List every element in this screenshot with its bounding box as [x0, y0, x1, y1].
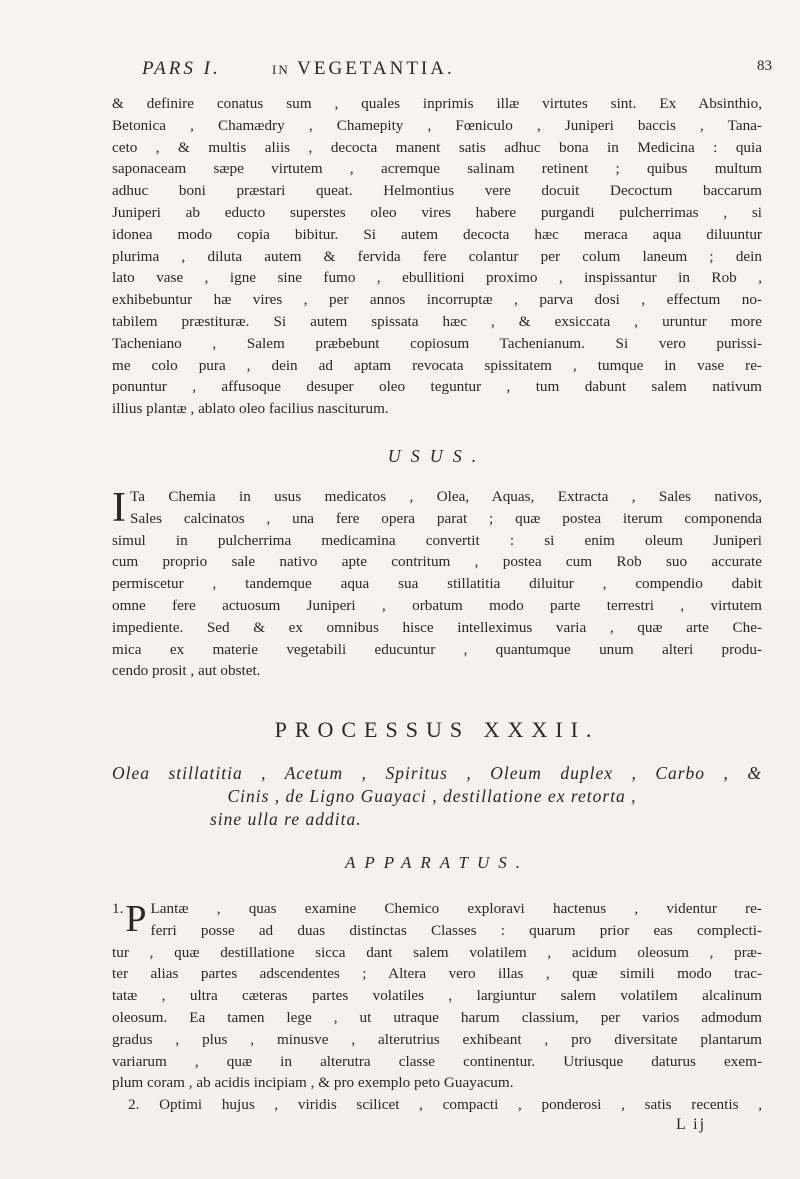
text-line: ferri posse ad duas distinctas Classes : quarum prior eas complecti- [150, 921, 762, 939]
text-line: Tacheniano , Salem præbebunt copiosum Tachenianum. Si vero purissi- [112, 334, 762, 352]
processus-heading: PROCESSUS XXXII. [274, 717, 600, 742]
text-line: 2. Optimi hujus , viridis scilicet , compacti , ponderosi , satis recentis , [128, 1096, 762, 1113]
text-line: ter alias partes adscendentes ; Altera vero illas , quæ simili modo trac- [112, 965, 762, 983]
paragraph-usus [112, 486, 762, 682]
text-line: lato vase , igne sine fumo , ebullitioni proximo , inspissantur in Rob , [112, 269, 762, 287]
running-head-section [272, 58, 455, 80]
paragraph-decocta [112, 93, 762, 420]
text-line: tabilem præstituræ. Si autem spissata hæc , & exsiccata , uruntur more [112, 312, 762, 330]
running-head [112, 58, 772, 82]
subtitle-line: Cinis , de Ligno Guayaci , destillatione ex retorta , [227, 786, 637, 806]
subtitle-line: Olea stillatitia , Acetum , Spiritus , Oleum duplex , Carbo , & [112, 763, 762, 783]
text-line: cum proprio sale nativo apte contritum , postea cum Rob suo accurate [112, 553, 762, 571]
text-line: Ta Chemia in usus medicatos , Olea, Aquas, Extracta , Sales nativos, [130, 488, 762, 505]
text-line: variarum , quæ in alterutra classe continentur. Utriusque daturus exem- [112, 1052, 762, 1070]
text-line: oleosum. Ea tamen lege , ut utraque harum classium, per varios admodum [112, 1008, 762, 1026]
usus-heading: USUS. [387, 446, 487, 466]
drop-capital: P [125, 898, 147, 940]
text-line: illius plantæ , ablato oleo facilius nasciturum. [112, 400, 389, 418]
text-line: plurima , diluta autem & fervida fere colantur per colum laneum ; dein [112, 247, 762, 265]
text-line: Lantæ , quas examine Chemico exploravi hactenus , videntur re- [150, 900, 762, 917]
text-line: mica ex materie vegetabili educuntur , quantumque unum alteri produ- [112, 640, 762, 658]
text-line: omne fere actuosum Juniperi , orbatum modo parte terrestri , virtutem [112, 596, 762, 614]
text-line: cendo prosit , aut obstet. [112, 662, 261, 680]
text-line: plum coram , ab acidis incipiam , & pro exemplo peto Guayacum. [112, 1074, 514, 1092]
text-line: impediente. Sed & ex omnibus hisce intelleximus varia , quæ arte Che- [112, 618, 762, 636]
drop-capital: I [112, 485, 126, 531]
text-line: tur , quæ destillatione sicca dant salem volatilem , acidum oleosum , præ- [112, 943, 762, 961]
text-line: exhibebuntur hæ vires , per annos incorruptæ , parva dosi , effectum no- [112, 291, 762, 309]
text-line: me colo pura , dein ad aptam revocata spissitatem , tumque in vase re- [112, 356, 762, 374]
text-line: & definire conatus sum , quales inprimis illæ virtutes sint. Ex Absinthio, [112, 95, 762, 112]
text-line: idonea modo copia bibitur. Si autem decocta hæc meraca aqua diluuntur [112, 225, 762, 243]
text-line: ponuntur , affusoque desuper oleo teguntur , tum dabunt salem nativum [112, 378, 762, 396]
paragraph-apparatus-1 [112, 898, 762, 1094]
text-line: permiscetur , tandemque aqua sua stillatitia diluitur , compendio dabit [112, 575, 762, 593]
running-head-title: VEGETANTIA. [297, 58, 455, 79]
text-line: ceto , & multis aliis , decocta manent satis adhuc bona in Medicina : quia [112, 138, 762, 156]
apparatus-heading: APPARATUS. [345, 853, 529, 872]
paragraph-number: 1. [112, 900, 124, 917]
text-line: Betonica , Chamædry , Chamepity , Fœniculo , Juniperi baccis , Tana- [112, 116, 762, 134]
page-number: 83 [757, 58, 772, 74]
text-line: saponaceam sæpe virtutem , acremque salinam retinent ; quibus multum [112, 160, 762, 178]
running-head-part: PARS I. [142, 58, 221, 79]
running-head-prefix: IN [272, 62, 290, 77]
text-line: Juniperi ab educto superstes oleo vires habere purgandi pulcherrimas , si [112, 203, 762, 221]
signature-mark: L ij [676, 1116, 707, 1133]
subtitle-line: sine ulla re addita. [210, 809, 362, 829]
text-line: adhuc boni præstari queat. Helmontius vere docuit Decoctum baccarum [112, 182, 762, 200]
text-line: tatæ , ultra cæteras partes volatiles , largiuntur salem volatilem alcalinum [112, 987, 762, 1005]
processus-subtitle [112, 762, 762, 831]
text-line: Sales calcinatos , una fere opera parat ; quæ postea iterum componenda [130, 509, 762, 527]
text-line: gradus , plus , minusve , alterutrius exhibeant , pro diversitate plantarum [112, 1030, 762, 1048]
text-line: simul in pulcherrima medicamina convertit : si enim oleum Juniperi [112, 531, 762, 549]
paragraph-apparatus-2 [128, 1094, 762, 1116]
